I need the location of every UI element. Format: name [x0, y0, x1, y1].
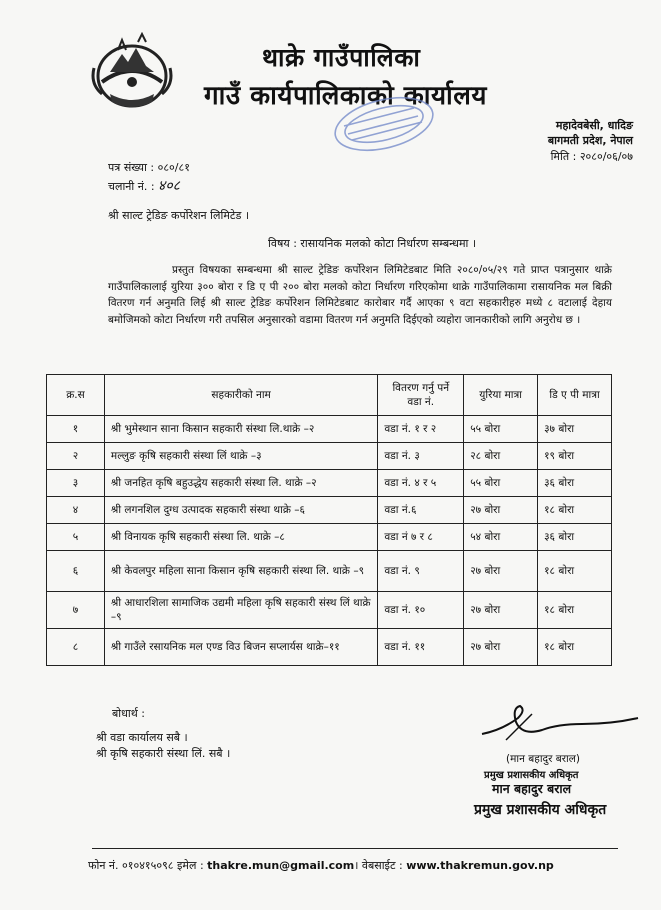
cell-name: श्री जनहित कृषि बहुउद्धेय सहकारी संस्था लि. थाक्रे –२ [104, 470, 377, 497]
cell-dap: १८ बोरा [538, 629, 612, 666]
table-row [47, 497, 612, 524]
cell-sn: २ [47, 443, 105, 470]
cell-urea: २७ बोरा [464, 497, 538, 524]
chalani-label: चलानी नं. : [108, 180, 155, 193]
table-row [47, 470, 612, 497]
table-row [47, 524, 612, 551]
cell-ward: वडा नं. ११ [378, 629, 464, 666]
header-name: सहकारीको नाम [104, 375, 377, 416]
recipient: श्री साल्ट ट्रेडिङ कर्पोरेशन लिमिटेड । [108, 209, 249, 222]
table-row [47, 416, 612, 443]
footer-divider [92, 848, 618, 849]
letter-date: मिति : २०८०/०६/०७ [550, 150, 633, 163]
table-row [47, 629, 612, 666]
cell-dap: १८ बोरा [538, 592, 612, 629]
chalani-number [108, 176, 180, 195]
cell-sn: ३ [47, 470, 105, 497]
quota-table [46, 374, 612, 666]
bodhartha-label: बोधार्थ : [112, 707, 145, 720]
subject-line: विषय : रासायनिक मलको कोटा निर्धारण सम्बन्धमा । [268, 237, 477, 250]
office-stamp-icon [330, 96, 438, 152]
cell-name: श्री लगनशिल दुग्ध उत्पादक सहकारी संस्था थाक्रे –६ [104, 497, 377, 524]
signatory-name: (मान बहादुर बराल) [506, 753, 580, 765]
cell-dap: १९ बोरा [538, 443, 612, 470]
cell-sn: ८ [47, 629, 105, 666]
table-row [47, 551, 612, 592]
cell-name: श्री भुमेस्थान साना किसान सहकारी संस्था लि.थाक्रे –२ [104, 416, 377, 443]
cc-item: श्री कृषि सहकारी संस्था लिं. सबै । [96, 747, 231, 760]
cell-dap: ३६ बोरा [538, 470, 612, 497]
header-sn: क्र.स [47, 375, 105, 416]
cell-ward: वडा नं. ९ [378, 551, 464, 592]
office-address-line2: बागमती प्रदेश, नेपाल [547, 134, 633, 147]
header-ward: वितरण गर्नु पर्ने वडा नं. [378, 375, 464, 416]
table-header-row [47, 375, 612, 416]
footer-website[interactable]: www.thakremun.gov.np [406, 859, 554, 872]
footer-phone: फोन नं. ०१०४१५०९८ इमेल : [88, 859, 204, 872]
patra-sankhya: पत्र संख्या : ०८०/८१ [108, 161, 190, 174]
cell-ward: वडा नं ७ र ८ [378, 524, 464, 551]
cell-ward: वडा नं. १ र २ [378, 416, 464, 443]
cell-urea: ५५ बोरा [464, 416, 538, 443]
cell-sn: ४ [47, 497, 105, 524]
footer-website-label: । वेबसाईट : [354, 859, 403, 872]
cell-urea: २७ बोरा [464, 551, 538, 592]
signature-icon [472, 700, 642, 744]
header-urea: युरिया मात्रा [464, 375, 538, 416]
nepal-emblem-icon [88, 32, 176, 114]
office-title-line2: गाउँ कार्यपालिकाको कार्यालय [204, 81, 487, 111]
office-title-line1: थाक्रे गाउँपालिका [262, 43, 421, 72]
cell-name: श्री विनायक कृषि सहकारी संस्था लि. थाक्रे –८ [104, 524, 377, 551]
stamp-title: प्रमुख प्रशासकीय अधिकृत [474, 802, 607, 818]
table-row [47, 592, 612, 629]
cell-name: श्री केवलपुर महिला साना किसान कृषि सहकारी संस्था लि. थाक्रे –९ [104, 551, 377, 592]
cell-urea: २७ बोरा [464, 592, 538, 629]
cell-urea: २७ बोरा [464, 629, 538, 666]
cell-ward: वडा नं.६ [378, 497, 464, 524]
cell-urea: ५४ बोरा [464, 524, 538, 551]
cell-ward: वडा नं. ४ र ५ [378, 470, 464, 497]
chalani-value: ४०८ [158, 178, 180, 194]
table-row [47, 443, 612, 470]
cell-dap: १८ बोरा [538, 551, 612, 592]
letter-body: प्रस्तुत विषयका सम्बन्धमा श्री साल्ट ट्रेडिङ कर्पोरेशन लिमिटेडबाट मिति २०८०/०५/२९ गते प्राप्त पत्रानुसार थाक्रे गाउँपालिकालाई युरिया ३०० बोरा र डि ए पी २०० बोरा मलको कोटा निर्धारण गरिएकोमा थाक्रे गाउँपालिकामा रासायनिक मल बिक्री वितरण गर्न अनुमति लिई श्री साल्ट ट्रेडिङ कर्पोरेशन लिमिटेडबाट कारोबार गर्दै आएका ९ वटा सहकारीहरु मध्ये ८ वटालाई देहाय बमोजिमको कोटा निर्धारण गरी तपसिल अनुसारको वडामा वितरण गर्न अनुमति दिईएको व्यहोरा जानकारीको लागि अनुरोध छ । [108, 264, 612, 326]
cc-item: श्री वडा कार्यालय सबै । [96, 731, 188, 744]
cell-dap: ३६ बोरा [538, 524, 612, 551]
footer-contact [88, 858, 554, 873]
stamp-name: मान बहादुर बराल [492, 781, 572, 796]
cell-urea: ५५ बोरा [464, 470, 538, 497]
cell-name: मल्लुङ कृषि सहकारी संस्था लिं थाक्रे –३ [104, 443, 377, 470]
cell-sn: ५ [47, 524, 105, 551]
cell-sn: ६ [47, 551, 105, 592]
cell-dap: १८ बोरा [538, 497, 612, 524]
cell-sn: ७ [47, 592, 105, 629]
office-address-line1: महादेवबेसी, धादिङ [555, 119, 633, 132]
cell-ward: वडा नं. ३ [378, 443, 464, 470]
cell-ward: वडा नं. १० [378, 592, 464, 629]
cell-urea: २८ बोरा [464, 443, 538, 470]
footer-email[interactable]: thakre.mun@gmail.com [207, 859, 355, 872]
signatory-title: प्रमुख प्रशासकीय अधिकृत [484, 770, 579, 781]
cell-dap: ३७ बोरा [538, 416, 612, 443]
cell-sn: १ [47, 416, 105, 443]
cell-name: श्री गाउँले रसायनिक मल एण्ड विउ बिजन सप्लार्यस थाक्रे–११ [104, 629, 377, 666]
header-dap: डि ए पी मात्रा [538, 375, 612, 416]
cell-name: श्री आधारशिला सामाजिक उद्यमी महिला कृषि सहकारी संस्थ लिं थाक्रे –९ [104, 592, 377, 629]
